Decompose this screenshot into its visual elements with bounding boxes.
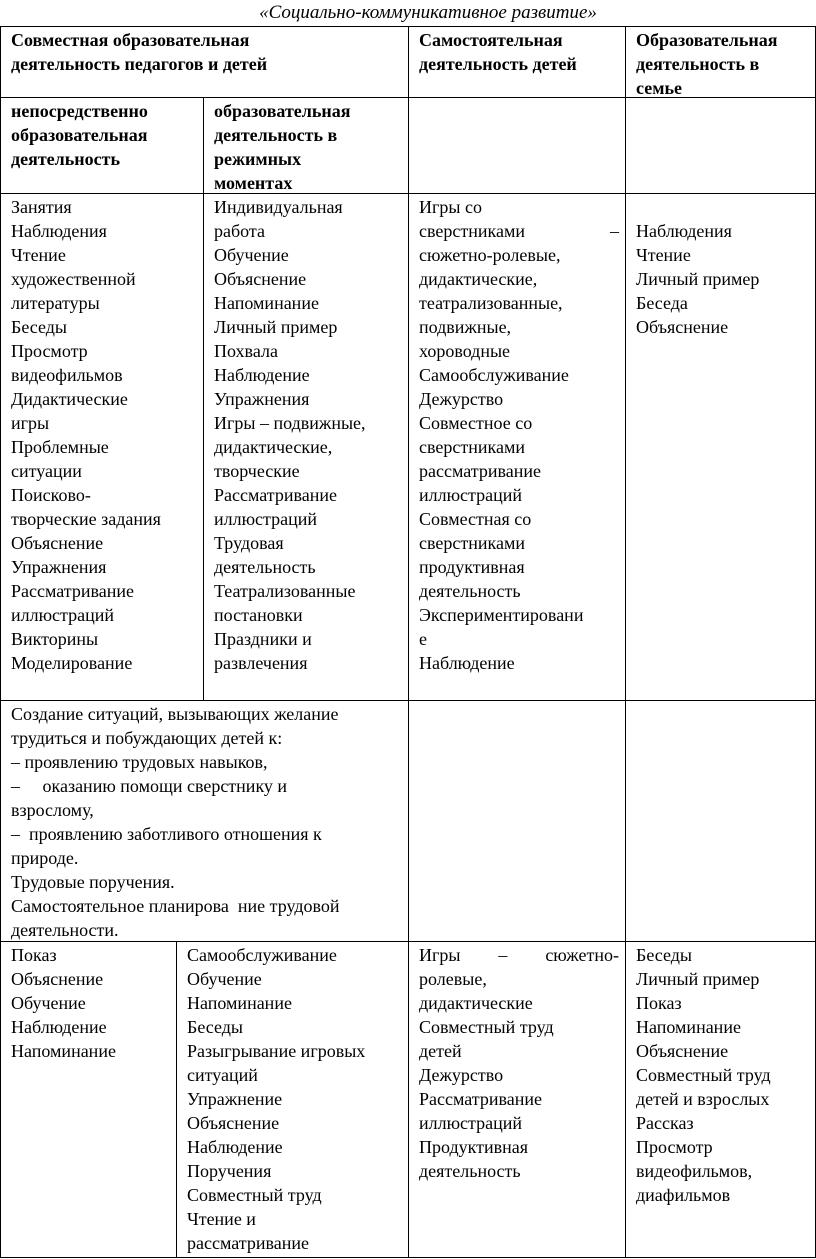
list-item: ситуаций [187, 1065, 258, 1085]
list-item: е [419, 629, 427, 649]
list-item: Беседы [636, 945, 692, 965]
list-item: Занятия [11, 197, 72, 217]
list-item: Совместный труд [187, 1185, 322, 1205]
list-item: видеофильмов [11, 365, 123, 385]
list-item: Беседы [11, 317, 67, 337]
list-item: Проблемные [11, 437, 109, 457]
header-line: семье [636, 78, 682, 97]
list-item: Объяснение [214, 269, 307, 289]
subheader-line: деятельность [11, 149, 121, 169]
text-line: Создание ситуаций, вызывающих желание [11, 704, 339, 724]
list-item: Игры – подвижные, [214, 413, 366, 433]
list-item: иллюстраций [419, 485, 523, 505]
block3-family-cell [626, 942, 815, 1257]
subheader-line: непосредственно [11, 101, 148, 121]
list-item: Объяснение [187, 1113, 280, 1133]
block1-independent-cell [409, 194, 625, 700]
list-item: Экспериментировани [419, 605, 584, 625]
block2-joint-cell [1, 701, 408, 941]
list-item: подвижные, [419, 317, 512, 337]
list-item: Объяснение [636, 1041, 729, 1061]
list-item: Моделирование [11, 653, 133, 673]
list-item: сюжетно-ролевые, [419, 245, 561, 265]
header-line: Самостоятельная [419, 30, 563, 50]
list-item: Игры со [419, 197, 482, 217]
list-item: Наблюдение [419, 653, 515, 673]
list-item: Объяснение [636, 317, 729, 337]
list-item: постановки [214, 605, 303, 625]
list-item: продуктивная [419, 557, 525, 577]
list-item: деятельность [419, 1161, 521, 1181]
list-item: Чтение [11, 245, 66, 265]
header-line: Совместная образовательная [11, 30, 250, 50]
list-item: Обучение [187, 969, 262, 989]
list-item: Упражнения [11, 557, 107, 577]
list-item: Продуктивная [419, 1137, 529, 1157]
header-joint-activity [1, 27, 408, 97]
list-item: Наблюдение [214, 365, 310, 385]
list-item: Рассматривание [214, 485, 337, 505]
text-line: трудиться и побуждающих детей к: [11, 728, 283, 748]
list-item: Викторины [11, 629, 99, 649]
list-item: Напоминание [187, 993, 292, 1013]
list-item: Чтение [636, 245, 691, 265]
list-item: работа [214, 221, 265, 241]
page-title: «Социально-коммуникативное развитие» [259, 2, 597, 23]
list-item: Напоминание [214, 293, 319, 313]
list-item: дидактические, [214, 437, 333, 457]
list-item: сверстниками [419, 533, 525, 553]
block3-independent-cell [409, 942, 625, 1257]
list-item: Дидактические [11, 389, 128, 409]
text-line: природе. [11, 848, 79, 868]
list-item: Объяснение [11, 969, 104, 989]
list-item: Личный пример [214, 317, 338, 337]
list-item: деятельность [214, 557, 316, 577]
list-item: детей [419, 1041, 462, 1061]
list-item: Наблюдения [11, 221, 107, 241]
text-line: взрослому, [11, 800, 94, 820]
header-line: Образовательная [636, 30, 778, 50]
list-item: Личный пример [636, 969, 760, 989]
list-item: Совместный труд [636, 1065, 771, 1085]
subheader-line: моментах [214, 173, 293, 193]
list-item: хороводные [419, 341, 511, 361]
list-item: Похвала [214, 341, 278, 361]
list-item: Упражнение [187, 1089, 283, 1109]
list-item: Рассматривание [11, 581, 134, 601]
list-item: дидактические [419, 993, 533, 1013]
block1-family-cell [626, 194, 815, 700]
list-item: Объяснение [11, 533, 104, 553]
list-item: Личный пример [636, 269, 760, 289]
list-item: творческие [214, 461, 300, 481]
list-item: художественной [11, 269, 136, 289]
subheader-line: деятельность в [214, 125, 338, 145]
list-item: Обучение [11, 993, 86, 1013]
list-item: дидактические, [419, 269, 538, 289]
list-item: Рассматривание [419, 1089, 542, 1109]
list-item: Театрализованные [214, 581, 356, 601]
list-item: Совместное со [419, 413, 533, 433]
list-item: Напоминание [11, 1041, 116, 1061]
list-item: диафильмов [636, 1185, 731, 1205]
list-item: Наблюдение [187, 1137, 283, 1157]
text-line: – оказанию помощи сверстнику и [11, 776, 288, 796]
list-item: Просмотр [11, 341, 88, 361]
header-line: деятельность детей [419, 54, 577, 74]
list-item: Упражнения [214, 389, 310, 409]
list-item: иллюстраций [11, 605, 115, 625]
list-item: Совместная со [419, 509, 532, 529]
text-line: деятельности. [11, 920, 119, 940]
header-independent-activity [409, 27, 625, 97]
list-item: Поисково- [11, 485, 91, 505]
block1-direct-cell [1, 194, 203, 700]
block1-regime-cell [204, 194, 408, 700]
subheader-line: образовательная [11, 125, 148, 145]
list-item: творческие задания [11, 509, 161, 529]
list-item: театрализованные, [419, 293, 563, 313]
header-family-activity [626, 27, 815, 97]
list-item: Чтение и [187, 1209, 256, 1229]
list-item: Разыгрывание игровых [187, 1041, 366, 1061]
list-item: Обучение [214, 245, 289, 265]
header-line: деятельность педагогов и детей [11, 54, 268, 74]
list-item: иллюстраций [214, 509, 318, 529]
list-item: Дежурство [419, 389, 504, 409]
list-item: Самообслуживание [187, 945, 337, 965]
text-line: – проявлению трудовых навыков, [11, 752, 268, 772]
list-item: Игры – сюжетно- [419, 945, 619, 965]
list-item: Просмотр [636, 1137, 713, 1157]
subheader-line: образовательная [214, 101, 351, 121]
text-line: – проявлению заботливого отношения к [11, 824, 322, 844]
list-item: Трудовая [214, 533, 284, 553]
list-item: Совместный труд [419, 1017, 554, 1037]
list-item: Беседы [187, 1017, 243, 1037]
list-item: Рассказ [636, 1113, 694, 1133]
subheader-regime-activity [204, 98, 408, 193]
text-line: Трудовые поручения. [11, 872, 175, 892]
list-item: Наблюдение [11, 1017, 107, 1037]
text-line: Самостоятельное планирова ние трудовой [11, 896, 340, 916]
subheader-direct-activity [1, 98, 203, 193]
list-item: ситуации [11, 461, 82, 481]
list-item: Беседа [636, 293, 688, 313]
list-item: Показ [636, 993, 682, 1013]
list-item: детей и взрослых [636, 1089, 770, 1109]
list-item: рассматривание [187, 1233, 309, 1253]
list-item: Самообслуживание [419, 365, 569, 385]
block3-direct-cell [1, 942, 176, 1257]
list-item: рассматривание [419, 461, 541, 481]
list-item: сверстниками [419, 437, 525, 457]
list-item: иллюстраций [419, 1113, 523, 1133]
list-item: Напоминание [636, 1017, 741, 1037]
list-item: Поручения [187, 1161, 272, 1181]
list-item: игры [11, 413, 50, 433]
list-item: Показ [11, 945, 57, 965]
list-item: видеофильмов, [636, 1161, 753, 1181]
list-item: Праздники и [214, 629, 312, 649]
list-item: литературы [11, 293, 100, 313]
header-line: деятельность в [636, 54, 760, 74]
list-item: развлечения [214, 653, 308, 673]
list-item: ролевые, [419, 969, 487, 989]
block3-regime-cell [177, 942, 408, 1257]
list-item: деятельность [419, 581, 521, 601]
list-item: Наблюдения [636, 221, 732, 241]
list-item: Дежурство [419, 1065, 504, 1085]
list-item: Индивидуальная [214, 197, 343, 217]
list-item: сверстниками – [419, 221, 619, 241]
subheader-line: режимных [214, 149, 302, 169]
